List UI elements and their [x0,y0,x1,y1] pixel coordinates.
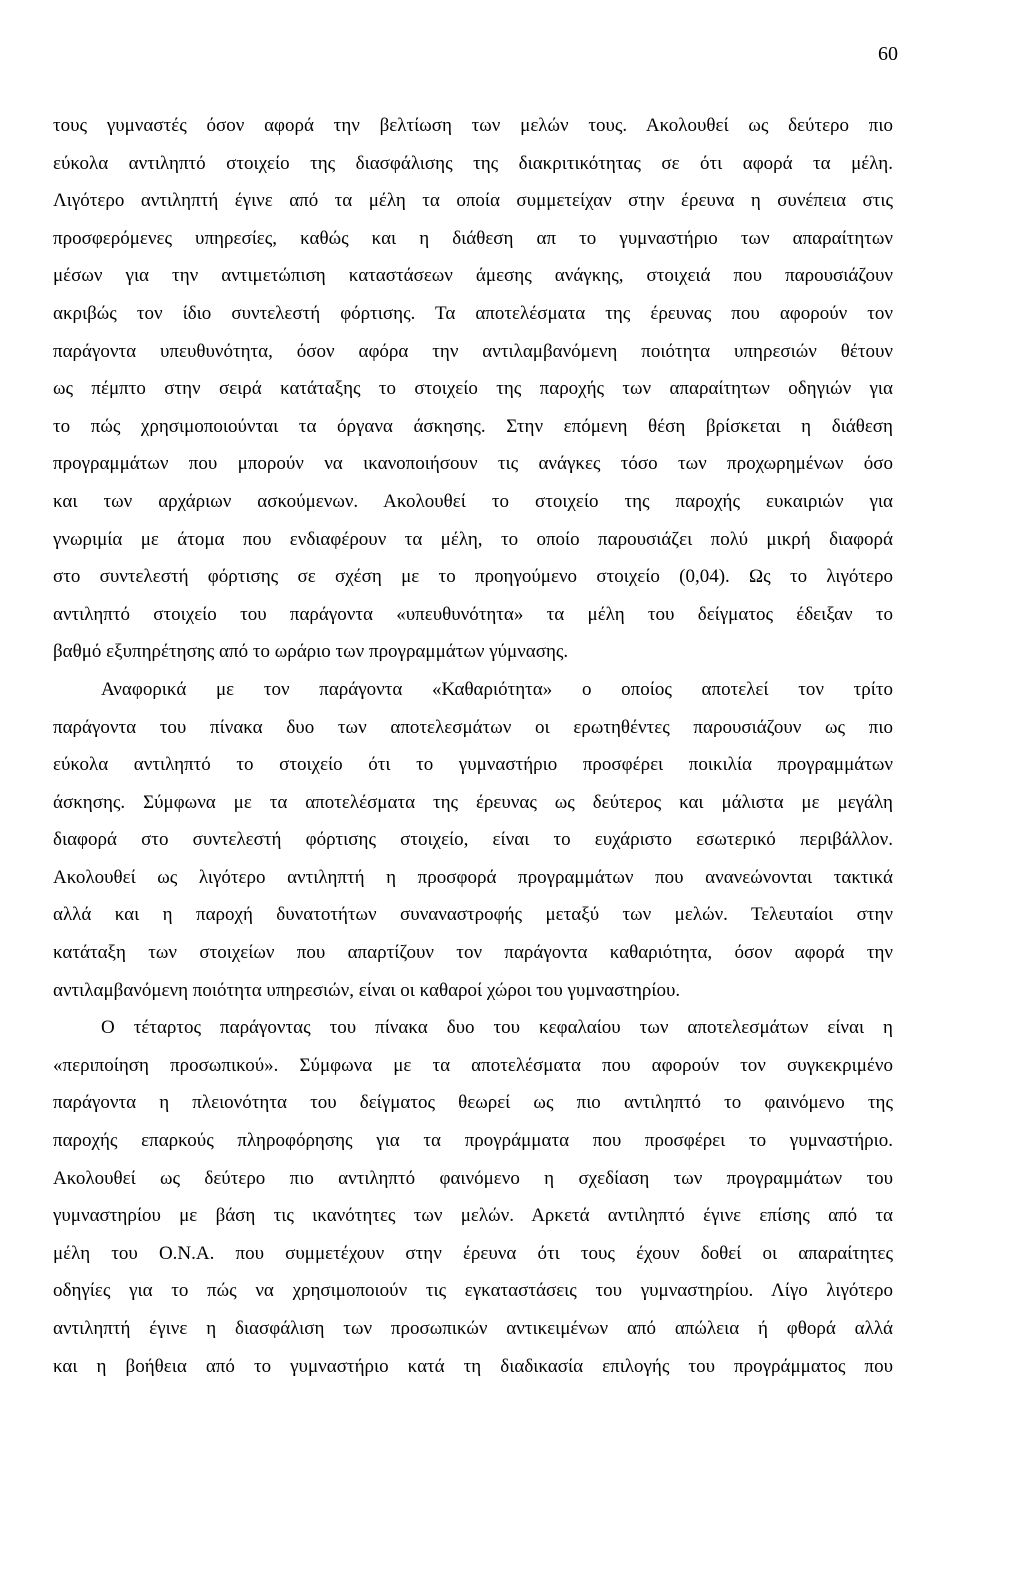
text-line: και η βοήθεια από το γυμναστήριο κατά τη διαδικασία επιλογής του προγράμματος που [53,1355,893,1377]
text-line: αντιλαμβανόμενη ποιότητα υπηρεσιών, είναι οι καθαροί χώροι του γυμναστηρίου. [53,979,681,1001]
text-line: το πώς χρησιμοποιούνται τα όργανα άσκησης. Στην επόμενη θέση βρίσκεται η διάθεση [53,415,893,437]
text-line: Ακολουθεί ως λιγότερο αντιληπτή η προσφορά προγραμμάτων που ανανεώνονται τακτικά [53,866,893,888]
text-line: αντιληπτό στοιχείο του παράγοντα «υπευθυνότητα» τα μέλη του δείγματος έδειξαν το [53,603,893,625]
text-line: αντιληπτή έγινε η διασφάλιση των προσωπικών αντικειμένων από απώλεια ή φθορά αλλά [53,1318,893,1339]
text-line: και των αρχάριων ασκούμενων. Ακολουθεί το στοιχείο της παροχής ευκαιριών για [53,490,893,512]
page-number: 60 [878,43,898,65]
paragraph [53,1009,893,1385]
text-line: μέλη του Ο.Ν.Α. που συμμετέχουν στην έρευνα ότι τους έχουν δοθεί οι απαραίτητες [53,1242,893,1264]
text-line: τους γυμναστές όσον αφορά την βελτίωση των μελών τους. Ακολουθεί ως δεύτερο πιο [53,115,893,136]
text-line: βαθμό εξυπηρέτησης από το ωράριο των προγραμμάτων γύμνασης. [53,641,569,663]
text-line: Αναφορικά με τον παράγοντα «Καθαριότητα» ο οποίος αποτελεί τον τρίτο [101,678,893,700]
text-line: αλλά και η παροχή δυνατοτήτων συναναστροφής μεταξύ των μελών. Τελευταίοι στην [53,904,893,926]
text-line: μέσων για την αντιμετώπιση καταστάσεων άμεσης ανάγκης, στοιχειά που παρουσιάζουν [53,265,893,287]
text-line: προγραμμάτων που μπορούν να ικανοποιήσουν τις ανάγκες τόσο των προχωρημένων όσο [53,453,893,475]
text-line: γνωριμία με άτομα που ενδιαφέρουν τα μέλη, το οποίο παρουσιάζει πολύ μικρή διαφορά [53,528,893,550]
body-text [53,107,893,1385]
text-line: παράγοντα του πίνακα δυο των αποτελεσμάτων οι ερωτηθέντες παρουσιάζουν ως πιο [53,716,893,738]
text-line: παράγοντα η πλειονότητα του δείγματος θεωρεί ως πιο αντιληπτό το φαινόμενο της [53,1092,893,1114]
text-line: οδηγίες για το πώς να χρησιμοποιούν τις εγκαταστάσεις του γυμναστηρίου. Λίγο λιγότερο [53,1280,893,1302]
text-line: Ο τέταρτος παράγοντας του πίνακα δυο του κεφαλαίου των αποτελεσμάτων είναι η [101,1017,893,1039]
text-line: άσκησης. Σύμφωνα με τα αποτελέσματα της έρευνας ως δεύτερος και μάλιστα με μεγάλη [53,791,893,813]
text-line: Λιγότερο αντιληπτή έγινε από τα μέλη τα οποία συμμετείχαν στην έρευνα η συνέπεια στις [53,190,893,212]
text-line: παροχής επαρκούς πληροφόρησης για τα προγράμματα που προσφέρει το γυμναστήριο. [53,1130,893,1152]
text-line: διαφορά στο συντελεστή φόρτισης στοιχείο, είναι το ευχάριστο εσωτερικό περιβάλλον. [53,829,893,851]
text-line: παράγοντα υπευθυνότητα, όσον αφόρα την αντιλαμβανόμενη ποιότητα υπηρεσιών θέτουν [53,340,893,362]
text-line: εύκολα αντιληπτό το στοιχείο ότι το γυμναστήριο προσφέρει ποικιλία προγραμμάτων [53,754,893,776]
text-line: στο συντελεστή φόρτισης σε σχέση με το προηγούμενο στοιχείο (0,04). Ως το λιγότερο [53,566,893,588]
text-line: ακριβώς τον ίδιο συντελεστή φόρτισης. Τα αποτελέσματα της έρευνας που αφορούν τον [53,302,893,324]
text-line: γυμναστηρίου με βάση τις ικανότητες των μελών. Αρκετά αντιληπτό έγινε επίσης από τα [53,1205,893,1227]
text-line: κατάταξη των στοιχείων που απαρτίζουν τον παράγοντα καθαριότητα, όσον αφορά την [53,942,893,964]
text-line: προσφερόμενες υπηρεσίες, καθώς και η διάθεση απ το γυμναστήριο των απαραίτητων [53,227,893,249]
text-line: «περιποίηση προσωπικού». Σύμφωνα με τα αποτελέσματα που αφορούν τον συγκεκριμένο [53,1054,893,1076]
paragraph [53,107,893,671]
text-line: ως πέμπτο στην σειρά κατάταξης το στοιχείο της παροχής των απαραίτητων οδηγιών για [53,378,893,400]
text-line: εύκολα αντιληπτό στοιχείο της διασφάλισης της διακριτικότητας σε ότι αφορά τα μέλη. [53,152,893,174]
text-line: Ακολουθεί ως δεύτερο πιο αντιληπτό φαινόμενο η σχεδίαση των προγραμμάτων του [53,1167,893,1189]
paragraph [53,671,893,1009]
